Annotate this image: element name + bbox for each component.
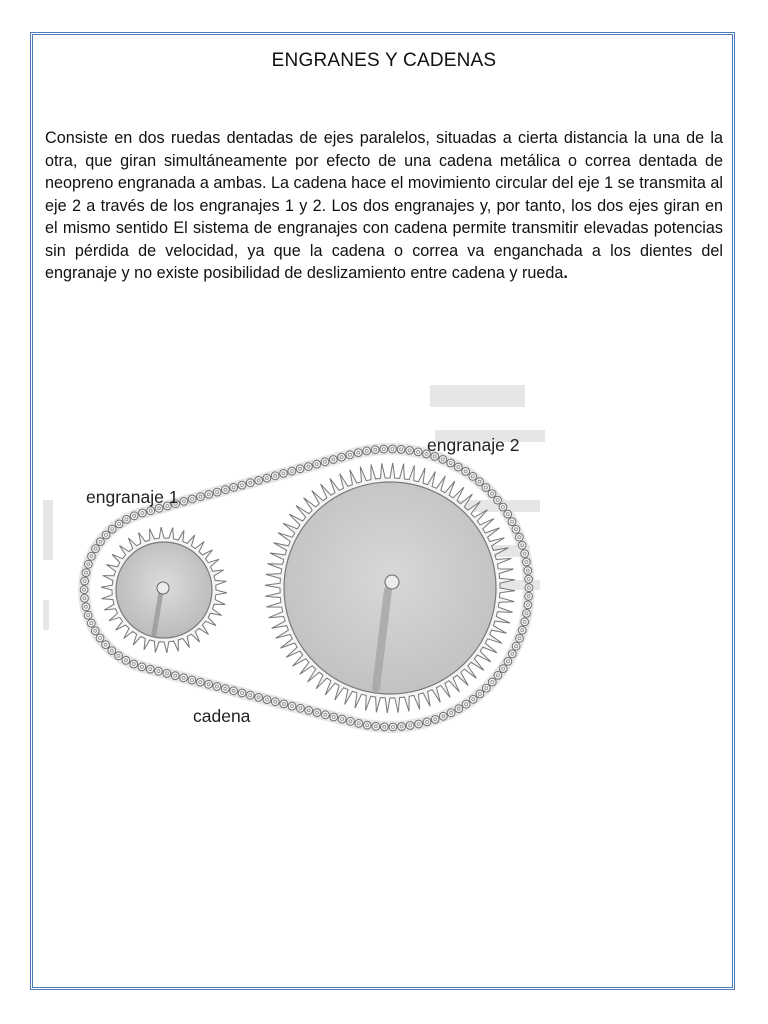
chain-link [381,723,389,731]
chain-link [280,470,288,478]
chain-link [431,716,439,724]
chain-link [414,448,422,456]
chain-link [398,723,406,731]
chain-link [329,456,337,464]
chain-link [355,720,363,728]
chain-link [196,678,204,686]
chain-link [246,691,254,699]
chain-link [488,678,496,686]
chain-link [469,473,477,481]
chain-link [97,538,105,546]
chain-link [313,709,321,717]
chain-link [321,458,329,466]
chain-link [147,507,155,515]
chain-link [423,718,431,726]
chain-link [146,665,154,673]
chain-link [354,449,362,457]
chain-link [81,577,89,585]
chain-link [476,478,484,486]
chain-link [512,525,520,533]
chain-link [488,490,496,498]
chain-link [108,525,116,533]
chain-link [255,694,263,702]
chain-link [180,674,188,682]
faint-bleed-through [43,500,53,560]
chain-link [521,618,529,626]
chain-link [482,484,490,492]
chain-link [406,447,414,455]
gear-1-axle [157,582,169,594]
chain-link [524,601,532,609]
chain-link [447,709,455,717]
chain-link [372,722,380,730]
label-chain: cadena [193,706,251,726]
chain-link [346,451,354,459]
chain-link [499,503,507,511]
chain-link [406,722,414,730]
body-paragraph [45,127,723,285]
chain-link [415,720,423,728]
chain-link [122,656,130,664]
chain-link [197,493,205,501]
chain-link [130,660,138,668]
chain-link [288,702,296,710]
faint-bleed-through [43,600,49,630]
chain-link [338,715,346,723]
chain-link [115,652,123,660]
chain-link [155,667,163,675]
chain-link [188,495,196,503]
chain-link [482,684,490,692]
chain-link [338,453,346,461]
chain-link [213,488,221,496]
chain-link [205,491,213,499]
faint-bleed-through [430,385,525,407]
chain-link [494,672,502,680]
chain-link [81,594,89,602]
chain-link [305,707,313,715]
chain-link [363,447,371,455]
chain-link [263,474,271,482]
chain-link [512,642,520,650]
chain-link [515,533,523,541]
chain-link [263,696,271,704]
chain-link [138,663,146,671]
chain-link [380,445,388,453]
chain-link [462,700,470,708]
chain-link [330,713,338,721]
chain-link [255,477,263,485]
chain-link [508,650,516,658]
label-gear-1: engranaje 1 [86,487,179,507]
chain-link [389,723,397,731]
chain-link [521,550,529,558]
page-title: ENGRANES Y CADENAS [271,50,497,71]
chain-link [171,672,179,680]
chain-link [163,670,171,678]
chain-link [447,459,455,467]
chain-link [102,531,110,539]
chain-link [439,456,447,464]
chain-link [476,690,484,698]
chain-link [221,685,229,693]
chain-link [96,634,104,642]
chain-link [439,712,447,720]
chain-link [123,516,131,524]
chain-link [205,680,213,688]
chain-link [230,687,238,695]
chain-link [84,560,92,568]
chain-link [115,520,123,528]
chain-link [347,717,355,725]
chain-link [455,705,463,713]
chain-link [518,541,526,549]
gear-chain-figure [40,380,560,750]
chain-link [508,518,516,526]
chain-link [523,610,531,618]
chain-link [213,683,221,691]
chain-link [230,484,238,492]
chain-link [305,463,313,471]
chain-link [297,704,305,712]
paragraph-end: . [563,264,568,282]
chain-link [238,481,246,489]
chain-link [188,676,196,684]
chain-link [271,472,279,480]
chain-link [82,603,90,611]
chain-link [523,558,531,566]
chain-link [222,486,230,494]
chain-link [322,711,330,719]
chain-link [525,575,533,583]
chain-link [280,700,288,708]
chain-link [516,634,524,642]
chain-link [525,584,533,592]
chain-link [499,665,507,673]
label-gear-2: engranaje 2 [427,435,520,455]
chain-link [130,512,138,520]
chain-link [82,569,90,577]
chain-link [271,698,279,706]
chain-link [524,567,532,575]
gear-chain-illustration [40,380,560,750]
chain-link [518,626,526,634]
chain-link [469,695,477,703]
chain-link [102,641,110,649]
chain-link [504,510,512,518]
chain-link [363,721,371,729]
chain-link [494,496,502,504]
chain-link [288,467,296,475]
chain-link [296,465,304,473]
chain-link [92,545,100,553]
gear-2-axle [385,575,399,589]
chain-link [504,658,512,666]
chain-link [246,479,254,487]
chain-link [180,498,188,506]
chain-link [462,468,470,476]
paragraph-text: Consiste en dos ruedas dentadas de ejes paralelos, situadas a cierta distancia la una de la otra, que giran simultáneamente por efecto de una cadena metálica o correa dentada de neopreno engranada a ambas. La cadena hace el movimiento circular del eje 1 se transmita al eje 2 a través de los engranajes 1 y 2. Los dos engranajes y, por tanto, los dos ejes giran en el mismo sentido El sistema de engranajes con cadena permite transmitir elevadas potencias sin pérdida de velocidad, ya que la cadena o correa va enganchada a los dientes del engranaje y no existe posibilidad de deslizamiento entre cadena y rueda [45,129,723,282]
chain-link [389,445,397,453]
chain-link [397,446,405,454]
chain-link [91,627,99,635]
chain-link [454,463,462,471]
chain-link [313,460,321,468]
chain-link [371,446,379,454]
chain-link [88,552,96,560]
chain-link [87,619,95,627]
chain-link [139,509,147,517]
chain-link [84,611,92,619]
chain-link [80,586,88,594]
chain-link [238,689,246,697]
chain-link [525,592,533,600]
chain-link [108,647,116,655]
